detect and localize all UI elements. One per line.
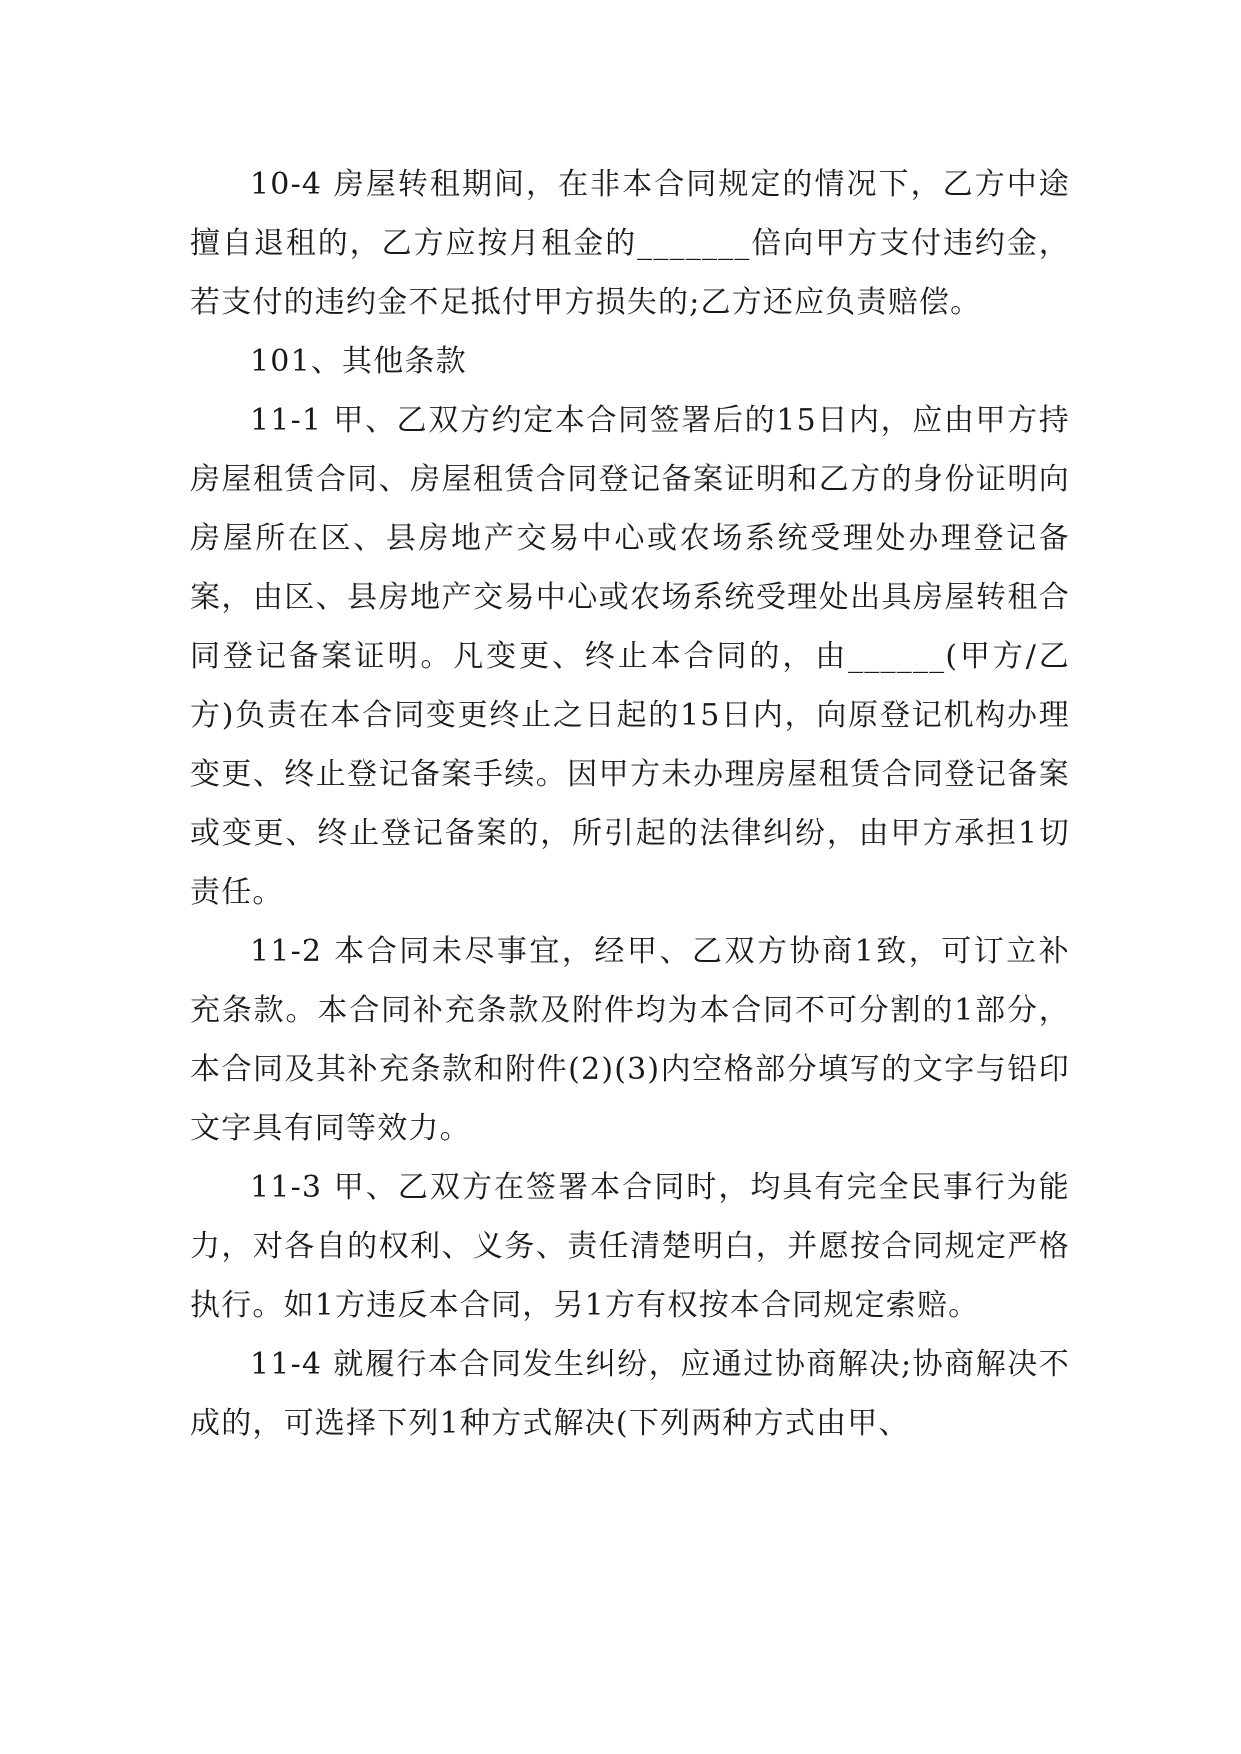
document-body <box>190 155 1070 1453</box>
paragraph-10-4: 10-4 房屋转租期间，在非本合同规定的情况下，乙方中途擅自退租的，乙方应按月租金的_______倍向甲方支付违约金，若支付的违约金不足抵付甲方损失的;乙方还应负责赔偿。 <box>190 167 1070 320</box>
section-heading-other-terms: 101、其他条款 <box>250 344 467 379</box>
paragraph-11-3: 11-3 甲、乙双方在签署本合同时，均具有完全民事行为能力，对各自的权利、义务、责任清楚明白，并愿按合同规定严格执行。如1方违反本合同，另1方有权按本合同规定索赔。 <box>190 1170 1070 1323</box>
paragraph-11-1: 11-1 甲、乙双方约定本合同签署后的15日内，应由甲方持房屋租赁合同、房屋租赁合同登记备案证明和乙方的身份证明向房屋所在区、县房地产交易中心或农场系统受理处办理登记备案，由区、县房地产交易中心或农场系统受理处出具房屋转租合同登记备案证明。凡变更、终止本合同的，由______(甲方/乙方)负责在本合同变更终止之日起的15日内，向原登记机构办理变更、终止登记备案手续。因甲方未办理房屋租赁合同登记备案或变更、终止登记备案的，所引起的法律纠纷，由甲方承担1切责任。 <box>190 403 1070 910</box>
paragraph-11-4: 11-4 就履行本合同发生纠纷，应通过协商解决;协商解决不成的，可选择下列1种方式解决(下列两种方式由甲、 <box>190 1347 1070 1441</box>
paragraph-11-2: 11-2 本合同未尽事宜，经甲、乙双方协商1致，可订立补充条款。本合同补充条款及附件均为本合同不可分割的1部分，本合同及其补充条款和附件(2)(3)内空格部分填写的文字与铅印文字具有同等效力。 <box>190 934 1070 1146</box>
